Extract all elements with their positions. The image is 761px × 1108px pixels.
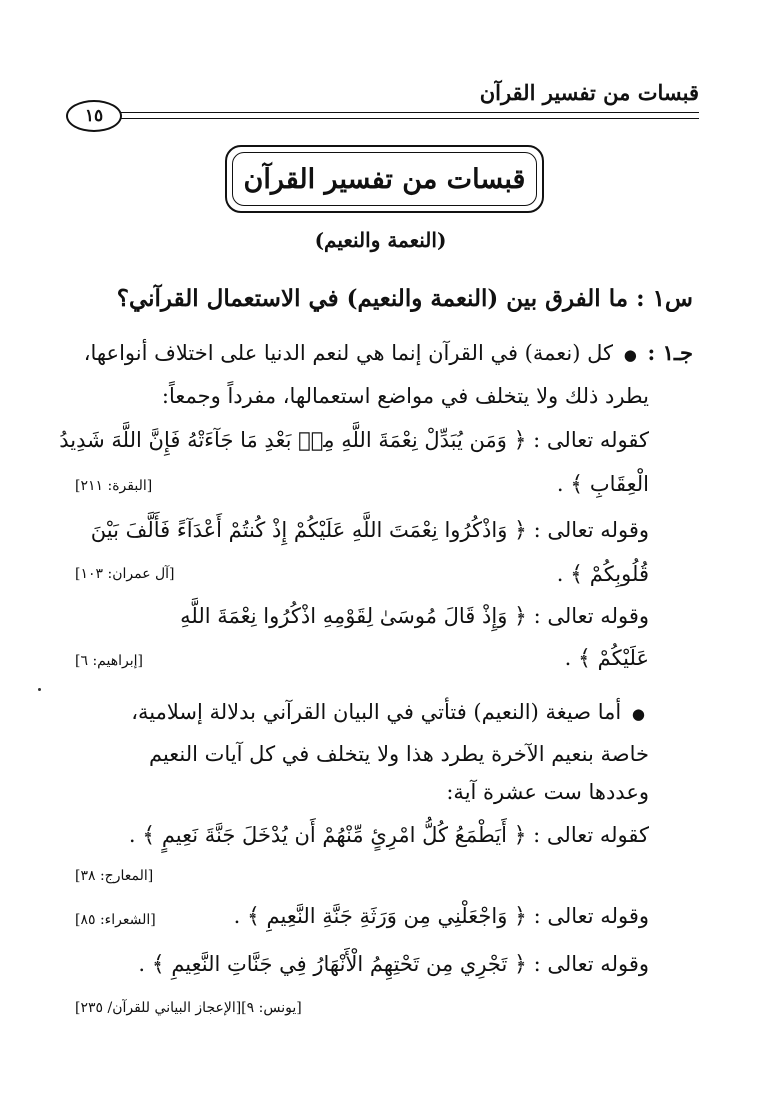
verse-5-intro: وقوله تعالى : <box>533 904 649 928</box>
verse-1-line2: الْعِقَابِ ﴾ . <box>556 472 649 497</box>
verse-4-intro: كقوله تعالى : <box>533 823 649 847</box>
page-speck <box>38 688 41 691</box>
verse-1-intro: كقوله تعالى : <box>533 428 649 452</box>
verse-4-text: أَيَطْمَعُ كُلُّ امْرِئٍ مِّنْهُمْ أَن يُدْخَلَ جَنَّةَ نَعِيمٍ <box>161 823 507 847</box>
page-number: ١٥ <box>66 100 122 132</box>
verse-5-reference: [الشعراء: ٨٥] <box>75 912 156 928</box>
running-head-title: قبسات من تفسير القرآن <box>479 80 699 105</box>
answer-p2-line2: خاصة بنعيم الآخرة يطرد هذا ولا يتخلف في كل آيات النعيم <box>148 742 649 766</box>
ornate-bracket-close-icon: ﴾ <box>246 904 260 929</box>
verse-6-reference: [يونس: ٩][الإعجاز البياني للقرآن/ ٢٣٥] <box>75 1000 302 1016</box>
verse-2-line1 <box>91 518 649 543</box>
verse-2-intro: وقوله تعالى : <box>533 518 649 542</box>
verse-5-line: وقوله تعالى : ﴿ وَاجْعَلْنِي مِن وَرَثَةِ جَنَّةِ النَّعِيمِ ﴾ . <box>233 904 649 929</box>
verse-5-text: وَاجْعَلْنِي مِن وَرَثَةِ جَنَّةِ النَّعِيمِ <box>266 904 508 928</box>
header-rule <box>118 112 699 119</box>
ornate-bracket-close-icon: ﴾ <box>570 562 584 587</box>
answer-p1-line1: كل (نعمة) في القرآن إنما هي لنعم الدنيا على اختلاف أنواعها، <box>83 341 614 365</box>
ornate-bracket-open-icon: ﴿ <box>514 604 527 629</box>
verse-1-line1 <box>59 428 649 453</box>
verse-3-text-2: عَلَيْكُمْ <box>597 646 649 670</box>
ornate-bracket-close-icon: ﴾ <box>578 646 591 671</box>
verse-3-reference: [إبراهيم: ٦] <box>75 653 143 669</box>
bullet-icon: ● <box>631 705 645 723</box>
ornate-bracket-close-icon: ﴾ <box>151 952 165 977</box>
question-line <box>117 285 693 312</box>
answer-line-1 <box>84 340 693 365</box>
verse-3-intro: وقوله تعالى : <box>533 604 649 628</box>
verse-6-intro: وقوله تعالى : <box>533 952 649 976</box>
answer-p1-line2: يطرد ذلك ولا يتخلف في مواضع استعمالها، مفرداً وجمعاً: <box>161 384 649 408</box>
verse-2-reference: [آل عمران: ١٠٣] <box>75 566 175 582</box>
title-frame <box>225 145 544 213</box>
section-subtitle: (النعمة والنعيم) <box>314 228 447 252</box>
verse-2-text-2: قُلُوبِكُمْ <box>589 562 649 586</box>
verse-1-text-2: الْعِقَابِ <box>589 472 649 496</box>
question-label: س١ : <box>636 285 693 312</box>
ornate-bracket-open-icon: ﴿ <box>513 428 527 453</box>
verse-2-text-1: وَاذْكُرُوا نِعْمَتَ اللَّهِ عَلَيْكُمْ إِذْ كُنتُمْ أَعْدَآءً فَأَلَّفَ بَيْنَ <box>90 518 508 542</box>
verse-3-line2: عَلَيْكُمْ ﴾ . <box>564 646 649 671</box>
ornate-bracket-open-icon: ﴿ <box>513 823 527 848</box>
answer-label: جـ١ : <box>647 340 693 365</box>
verse-4-reference: [المعارج: ٣٨] <box>75 868 154 884</box>
verse-1-reference: [البقرة: ٢١١] <box>75 478 153 494</box>
ornate-bracket-open-icon: ﴿ <box>514 952 527 977</box>
bullet-icon: ● <box>623 346 637 364</box>
ornate-bracket-close-icon: ﴾ <box>142 823 156 848</box>
answer-p2-line3: وعددها ست عشرة آية: <box>446 780 649 804</box>
verse-6-line: وقوله تعالى : ﴿ تَجْرِي مِن تَحْتِهِمُ الْأَنْهَارُ فِي جَنَّاتِ النَّعِيمِ ﴾ . <box>138 952 649 977</box>
ornate-bracket-open-icon: ﴿ <box>514 904 527 929</box>
ornate-bracket-open-icon: ﴿ <box>514 518 527 543</box>
verse-3-text-1: وَإِذْ قَالَ مُوسَىٰ لِقَوْمِهِ اذْكُرُوا نِعْمَةَ اللَّهِ <box>180 604 508 628</box>
verse-1-text-1: وَمَن يُبَدِّلْ نِعْمَةَ اللَّهِ مِنۢ بَعْدِ مَا جَآءَتْهُ فَإِنَّ اللَّهَ شَدِيدُ <box>59 428 507 452</box>
verse-4-line: كقوله تعالى : ﴿ أَيَطْمَعُ كُلُّ امْرِئٍ مِّنْهُمْ أَن يُدْخَلَ جَنَّةَ نَعِيمٍ ﴾ . <box>128 823 649 848</box>
verse-3-line1 <box>180 604 649 629</box>
ornate-bracket-close-icon: ﴾ <box>570 472 584 497</box>
question-text: ما الفرق بين (النعمة والنعيم) في الاستعمال القرآني؟ <box>116 285 629 312</box>
answer-p2-line1-text: أما صيغة (النعيم) فتأتي في البيان القرآني بدلالة إسلامية، <box>131 700 622 724</box>
verse-2-line2: قُلُوبِكُمْ ﴾ . <box>556 562 649 587</box>
verse-6-text: تَجْرِي مِن تَحْتِهِمُ الْأَنْهَارُ فِي جَنَّاتِ النَّعِيمِ <box>171 952 508 976</box>
answer-p2-line1 <box>131 700 649 724</box>
page-title: قبسات من تفسير القرآن <box>232 152 537 206</box>
